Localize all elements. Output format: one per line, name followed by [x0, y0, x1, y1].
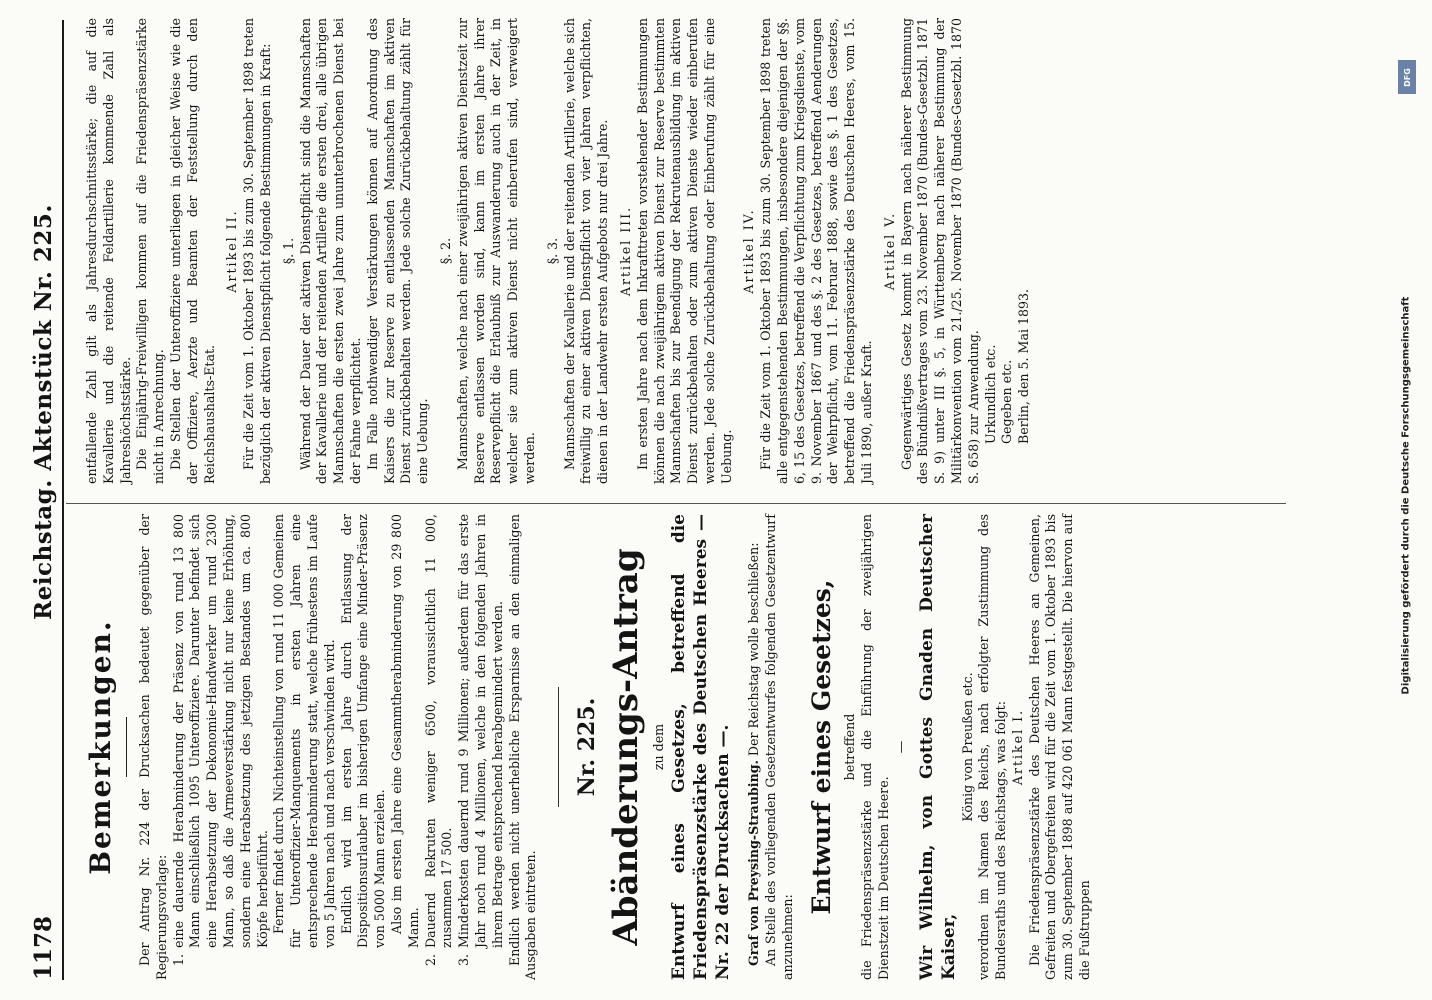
right-column	[84, 18, 1033, 484]
list-number: 3.	[456, 954, 472, 967]
article-text: Im ersten Jahre nach dem Inkrafttreten vorstehender Bestimmungen können die nach zweijährigem aktiven Dienst zur Reserve bestimmten Mannschaften bis zur Beendigung der Rekrutenausbildung im aktiven Dienst zurückbehalten oder zum aktiven Dienste wieder einberufen werden. Jede solche Zurückbehaltung oder Einberufung zählt für eine Uebung.	[634, 18, 734, 484]
intro-paragraph: Der Antrag Nr. 224 der Drucksachen bedeutet gegenüber der Regierungsvorlage:	[137, 514, 169, 980]
article-text: Für die Zeit vom 1. Oktober 1893 bis zum 30. September 1898 treten alle entgegenstehenden Bestimmungen, insbesondere diejenigen der §§. 6, 15 des Gesetzes, betreffend die Verpflichtung zum Kriegsdienste, vom 9. November 1867 und des §. 2 des Gesetzes, betreffend Aenderungen der Wehrpflicht, vom 11. Februar 1888, sowie des §. 1 des Gesetzes, betreffend die Friedenspräsenzstärke des Deutschen Heeres, vom 15. Juli 1890, außer Kraft.	[758, 18, 875, 484]
list-text: Minderkosten dauernd rund 9 Millionen; außerdem für das erste Jahr noch rund 4 Millionen, welche in den folgenden Jahren in ihrem Betrage entsprechend herabgemindert werden.	[456, 514, 505, 948]
paragraph: Endlich wird im ersten Jahre durch Entlassung der Dispositionsurlauber im bisherigen Umfange eine Minder-Präsenz von 5000 Mann erzielen.	[338, 514, 388, 948]
section-heading: §. 2.	[437, 237, 453, 265]
article-heading: Artikel IV.	[741, 208, 757, 294]
paragraph: Die Stellen der Unteroffiziere unterliegen in gleicher Weise wie die der Offiziere, Aerzte und Beamten der Feststellung durch den Reichshaushalts-Etat.	[167, 18, 217, 484]
mover-name: Graf von Preysing-Straubing.	[745, 760, 761, 966]
mover-text: Der Reichstag wolle beschließen:	[745, 542, 761, 757]
section-heading: §. 3.	[544, 237, 560, 265]
left-column	[84, 514, 1094, 980]
article-heading: Artikel II.	[224, 209, 240, 293]
place-date: Berlin, den 5. Mai 1893.	[1016, 288, 1032, 444]
closing-line: Gegeben etc.	[999, 359, 1015, 444]
subject-label: betreffend	[842, 713, 858, 781]
paragraph: Mannschaften, welche nach einer zweijährigen aktiven Dienstzeit zur Reserve entlassen worden sind, kann im ersten Jahre ihrer Reservepflicht die Erlaubniß zur Auswanderung auch in der Zeit, in welcher sie zum aktiven Dienst nicht einberufen sind, verweigert werden.	[454, 18, 537, 484]
mover-paragraph	[746, 514, 763, 980]
paragraph: Die Einjährig-Freiwilligen kommen auf die Friedenspräsenzstärke nicht in Anrechnung.	[134, 18, 167, 484]
motion-title: Abänderungs-Antrag	[606, 548, 647, 946]
divider-dash: —	[892, 740, 908, 754]
paragraph: verordnen im Namen des Reichs, nach erfolgter Zustimmung des Bundesraths und des Reichstags, was folgt:	[976, 514, 1009, 980]
running-head: Reichstag. Aktenstück Nr. 225.	[30, 204, 57, 620]
article-heading: Artikel I.	[1009, 708, 1025, 786]
paragraph: Mannschaften der Kavallerie und der reitenden Artillerie, welche sich freiwillig zu einer aktiven Dienstpflicht von vier Jahren verpflichten, dienen in der Landwehr ersten Aufgebots nur drei Jahre.	[561, 18, 611, 484]
section-heading: §. 1.	[280, 237, 296, 265]
draft-reference: Entwurf eines Gesetzes, betreffend die Friedenspräsenzstärke des Deutschen Heeres — Nr. 22 der Drucksachen —.	[668, 514, 733, 980]
title-line: König von Preußen etc.	[959, 672, 975, 822]
article-text: Die Friedenspräsenzstärke des Deutschen Heeres an Gemeinen, Gefreiten und Obergefreiten wird für die Zeit vom 1. Oktober 1893 bis zum 30. September 1898 auf 420 061 Mann festgestellt. Die hiervon auf die Fußtruppen	[1026, 514, 1093, 980]
paragraph: Während der Dauer der aktiven Dienstpflicht sind die Mannschaften der Kavallerie und der reitenden Artillerie die ersten drei, alle übrigen Mannschaften die ersten zwei Jahre zum ununterbrochenen Dienst bei der Fahne verpflichtet.	[297, 18, 363, 484]
list-item	[456, 514, 506, 980]
page-number: 1178	[30, 915, 57, 980]
list-text: eine dauernde Herabminderung der Präsenz von rund 13 800 Mann einschließlich 1095 Unteroffiziere. Darunter befindet sich eine Herabsetzung der Dekonomie-Handwerker um rund 2300 Mann, so daß die Armeeverstärkung nicht nur keine Erhöhung, sondern eine Herabsetzung des jetzigen Bestandes um ca. 800 Köpfe herbeiführt.	[170, 514, 270, 948]
draft-heading: Entwurf eines Gesetzes,	[807, 579, 837, 915]
article-heading: Artikel V.	[881, 211, 897, 291]
divider	[558, 687, 559, 807]
column-rule	[66, 503, 1286, 504]
list-item	[171, 514, 272, 980]
enacting-formula: Wir Wilhelm, von Gottes Gnaden Deutscher Kaiser,	[916, 514, 959, 980]
list-number: 2.	[422, 954, 438, 967]
digitization-note: Digitalisierung gefördert durch die Deutsche Forschungsgemeinschaft	[1400, 296, 1412, 695]
list-text: Dauernd Rekruten weniger 6500, voraussichtlich 11 000, zusammen 17 500.	[422, 514, 455, 948]
paragraph: Endlich werden nicht unerhebliche Ersparnisse an den einmaligen Ausgaben eintreten.	[506, 514, 539, 980]
digitization-footer	[1386, 60, 1426, 960]
draft-subject: die Friedenspräsenzstärke und die Einführung der zweijährigen Dienstzeit im Deutschen Heere.	[859, 514, 891, 980]
paragraph: entfallende Zahl gilt als Jahresdurchschnittsstärke; die auf die Kavallerie und die reitende Feldartillerie kommende Zahl als Jahreshöchststärke.	[84, 18, 133, 484]
paragraph: Im Falle nothwendiger Verstärkungen können auf Anordnung des Kaisers die zur Reserve zu entlassenden Mannschaften im aktiven Dienst zurückbehalten werden. Jede solche Zurückbehaltung zählt für eine Uebung.	[364, 18, 431, 484]
article-heading: Artikel III.	[617, 205, 633, 297]
section-title: Bemerkungen.	[84, 619, 117, 875]
header-rule	[62, 20, 64, 980]
paragraph: Also im ersten Jahre eine Gesammtherabminderung von 29 800 Mann.	[388, 514, 421, 948]
document-number: Nr. 225.	[574, 697, 601, 797]
list-item	[423, 514, 457, 980]
closing-line: Urkundlich etc.	[982, 344, 998, 444]
preposition: zu dem	[651, 723, 667, 771]
dfg-logo-text: DFG	[1402, 67, 1412, 87]
divider	[126, 717, 127, 777]
list-number: 1.	[170, 954, 186, 967]
article-text: Für die Zeit vom 1. Oktober 1893 bis zum 30. September 1898 treten bezüglich der aktiven Dienstpflicht folgende Bestimmungen in Kraft:	[241, 18, 273, 484]
article-text: Gegenwärtiges Gesetz kommt in Bayern nach näherer Bestimmung des Bündnißvertrages vom 23. November 1870 (Bundes-Gesetzbl. 1871 S. 9) unter III §. 5, in Württemberg nach näherer Bestimmung der Militärkonvention vom 21./25. November 1870 (Bundes-Gesetzbl. 1870 S. 658) zur Anwendung.	[898, 18, 981, 484]
paragraph: An Stelle des vorliegenden Gesetzentwurfes folgenden Gesetzentwurf anzunehmen:	[762, 514, 795, 980]
paragraph: Ferner findet durch Nichteinstellung von rund 11 000 Gemeinen für Unteroffizier-Manquements in ersten Jahren eine entsprechende Herabminderung statt, welche frühestens im Laufe von 5 Jahren nach und nach verschwinden wird.	[271, 514, 337, 948]
